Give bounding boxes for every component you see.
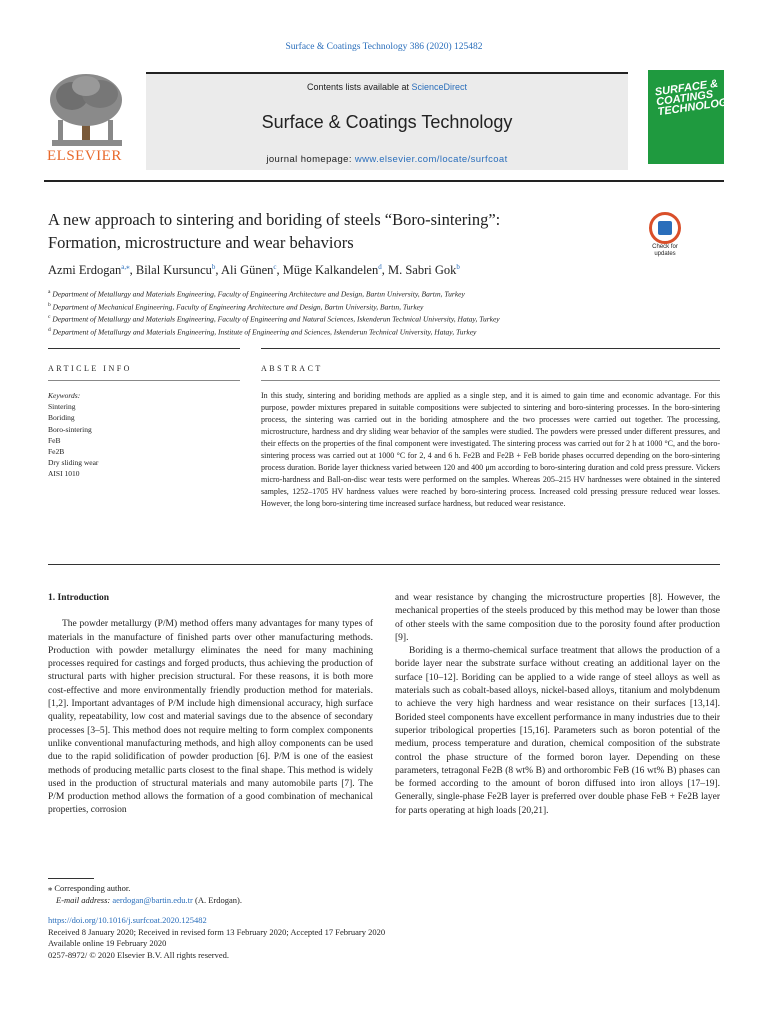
article-title-line2: Formation, microstructure and wear behaviors [48,233,354,252]
affiliation-item [48,287,500,300]
available-online: Available online 19 February 2020 [48,938,167,948]
journal-reference-link[interactable]: Surface & Coatings Technology 386 (2020) 125482 [285,42,483,52]
body-paragraph: and wear resistance by changing the microstructure properties [8]. However, the mechanical properties of the steels produced by this method may be lower than those of other steels with the same composition due to the porosity found after production [9]. [395,593,720,643]
affiliation-list [48,287,500,337]
journal-header [44,70,628,168]
article-title [48,208,608,254]
article-info-sub-rule [48,380,240,381]
doi-link[interactable]: https://doi.org/10.1016/j.surfcoat.2020.125482 [48,915,207,925]
body-paragraph: Boriding is a thermo-chemical surface treatment that allows the production of a boride layer near the substrate surface without creating an additional layer on the surface [10–12]. Boriding can be applied to a wide range of steel alloys as well as materials such as cobalt-based alloys, nickel-based alloys, titanium and molybdenum to achieve the very high hardness and wear resistance on their surfaces [13,14]. Borided steel components have excellent performance in many industries due to their superior tribological properties [15,16]. Parameters such as boron potential of the medium, process temperature and duration, chemical composition of the substrate control the phase structure of the formed boron layer. Depending on these parameters, tetragonal Fe2B (8 wt% B) and orthorombic FeB (16 wt% B) phases can be formed according to the amount of boron diffused into iron alloys [17–19]. Generally, single-phase Fe2B layer is preferred over double phase FeB + Fe2B layer for parts operating at high loads [20,21]. [395,646,720,816]
affiliation-text: Department of Metallurgy and Materials Engineering, Faculty of Engineering Architecture and Design, Bartın University, Bartın, Turkey [52,289,465,299]
homepage-line [146,154,628,165]
email-link[interactable]: aerdogan@bartin.edu.tr [112,895,193,905]
author-affiliation-marker[interactable]: b [456,263,460,271]
email-line [48,894,242,906]
copyright: 0257-8972/ © 2020 Elsevier B.V. All rights reserved. [48,949,230,960]
affiliation-marker: d [48,326,51,333]
journal-cover-image [648,70,736,164]
author-list: Azmi Erdogan$^{a,⁎}$, Bilal Kursuncu$^b$, Ali Günen$^c$, Müge Kalkandelen$^d$, M. Sabri Gok$^b$ [48,263,460,278]
abstract-top-rule [261,348,720,349]
received-dates: Received 8 January 2020; Received in revised form 13 February 2020; Accepted 17 February 2020 [48,926,386,937]
affiliation-item [48,325,500,338]
affiliation-text: Department of Metallurgy and Materials Engineering, Institute of Engineering and Sciences, Iskenderun Technical University, Hatay, Turkey [52,327,477,336]
sciencedirect-link[interactable]: ScienceDirect [411,82,468,92]
affiliation-marker: a [48,289,51,295]
homepage-prefix: journal homepage: [266,154,355,165]
affiliation-text: Department of Metallurgy and Materials Engineering, Faculty of Engineering and Natural Sciences, Iskenderun Technical University, Hatay, Turkey [52,314,500,324]
journal-banner [146,72,628,170]
homepage-link[interactable]: www.elsevier.com/locate/surfcoat [354,154,508,165]
author-name[interactable]: Ali Günen [220,263,274,278]
check-updates-label: Check for updates [652,244,678,257]
affiliation-item [48,300,500,313]
keywords-section [48,390,98,480]
contents-line [146,82,628,92]
author-name[interactable]: M. Sabri Gok [387,263,457,278]
author-affiliation-marker[interactable]: a,⁎ [121,263,130,271]
keyword-item: Dry sliding wear [48,458,99,468]
author-affiliation-marker[interactable]: b [211,263,216,271]
body-paragraph: The powder metallurgy (P/M) method offers many advantages for many types of materials in the manufacture of finished parts over other manufacturing methods. Production with powder metallurgy eliminates the need for many machining processes required for castings and forged products, thus achieving the production of structural parts with higher precision structural. For these reasons, it is both more cost-effective and more environmentally friendly production method for materials. [1,2]. Important advantages of P/M include high dimensional accuracy, high surface quality, repeatability, low cost and material savings due to the absence of secondary processes [3–5]. This method does not require melting to form complex components unlike conventional manufacturing methods, and high alloy components can be used due to the rapid solidification of powder production [6]. P/M is one of the easiest methods of producing metallic parts closest to the final shape. This method is widely used in the production of structural materials and many automobile parts [7]. The P/M production method allows the formation of a good combination of mechanical properties, corrosion [48,619,373,816]
check-for-updates-button[interactable] [648,212,682,258]
author-affiliation-marker[interactable]: d [378,263,382,271]
affiliation-text: Department of Mechanical Engineering, Faculty of Engineering Architecture and Design, Bartın University, Bartın, Turkey [52,302,424,311]
author-name[interactable]: Azmi Erdogan [48,263,122,278]
keyword-item: Boro-sintering [48,424,92,434]
journal-cover-text: SURFACE & COATINGS TECHNOLOGY [654,77,736,119]
affiliation-marker: c [48,314,51,320]
keyword-item: FeB [48,435,61,445]
elsevier-wordmark: ELSEVIER [47,148,122,164]
check-updates-icon [649,212,681,244]
keyword-item: Fe2B [48,447,65,457]
keywords-label: Keywords: [48,391,81,400]
email-suffix: (A. Erdogan). [192,895,242,905]
contents-prefix: Contents lists available at [306,82,412,92]
author-affiliation-marker[interactable]: c [273,263,277,271]
affiliation-marker: b [48,301,51,308]
email-label: E-mail address: [56,895,113,905]
section-heading-introduction: 1. Introduction [48,593,110,603]
header-divider [44,180,724,182]
abstract-heading: ABSTRACT [261,364,323,373]
keyword-item: AISI 1010 [48,469,80,479]
affiliation-item [48,312,500,325]
body-right-column [395,592,720,818]
article-info-heading: ARTICLE INFO [48,364,132,373]
keyword-item: Sintering [48,402,76,412]
article-history [48,915,385,961]
journal-reference[interactable] [0,42,768,52]
footnote-rule [48,878,94,879]
article-info-top-rule [48,348,240,349]
keyword-item: Boriding [48,413,75,423]
author-name[interactable]: Bilal Kursuncu [135,263,212,278]
footnote [48,882,242,906]
abstract-text: In this study, sintering and boriding methods are applied as a single step, and it is aimed to gain time and economic advantage. For this purpose, powder mixtures prepared in suitable compositions were subjected to sintering and boro-sintering processes. In the boro-sintering process, the sintering was carried out in the boriding atmosphere and the two processes were carried out together. The processing, microstructure, hardness and dry sliding wear behavior of the samples were studied. The powders were pressed under different pressures, and their effects on the properties of the final component were investigated. The sintering process was carried out for 2 h at 1000 °C, and the boro-sintering process was carried out at 1000 °C for 2, 4 and 6 h. Fe2B and Fe2B + FeB boride phases occurred depending on the boro-sintering process duration. Boride layer thickness varied between 120 and 400 μm according to boro-sintering duration and cold press pressure. Vickers micro-hardness and Ball-on-disc wear tests were performed on the samples. Whereas 205–215 HV hardnesses were obtained in the sintered samples, 1252–1705 HV hardness values were reached by boro-sintering process. Increased cold pressing pressure reduced wear losses. However, the long boro-sintering time increased surface hardness, but reduced wear resistance. [261,391,720,508]
corresponding-author-note: ⁎ Corresponding author. [48,883,131,893]
elsevier-tree-logo [44,70,130,165]
article-title-line1: A new approach to sintering and boriding of steels “Boro-sintering”: [48,210,501,229]
journal-title: Surface & Coatings Technology [261,112,513,132]
abstract-bottom-rule [48,564,720,565]
author-name[interactable]: Müge Kalkandelen [282,263,379,278]
abstract-sub-rule [261,380,720,381]
body-left-column [48,592,373,818]
